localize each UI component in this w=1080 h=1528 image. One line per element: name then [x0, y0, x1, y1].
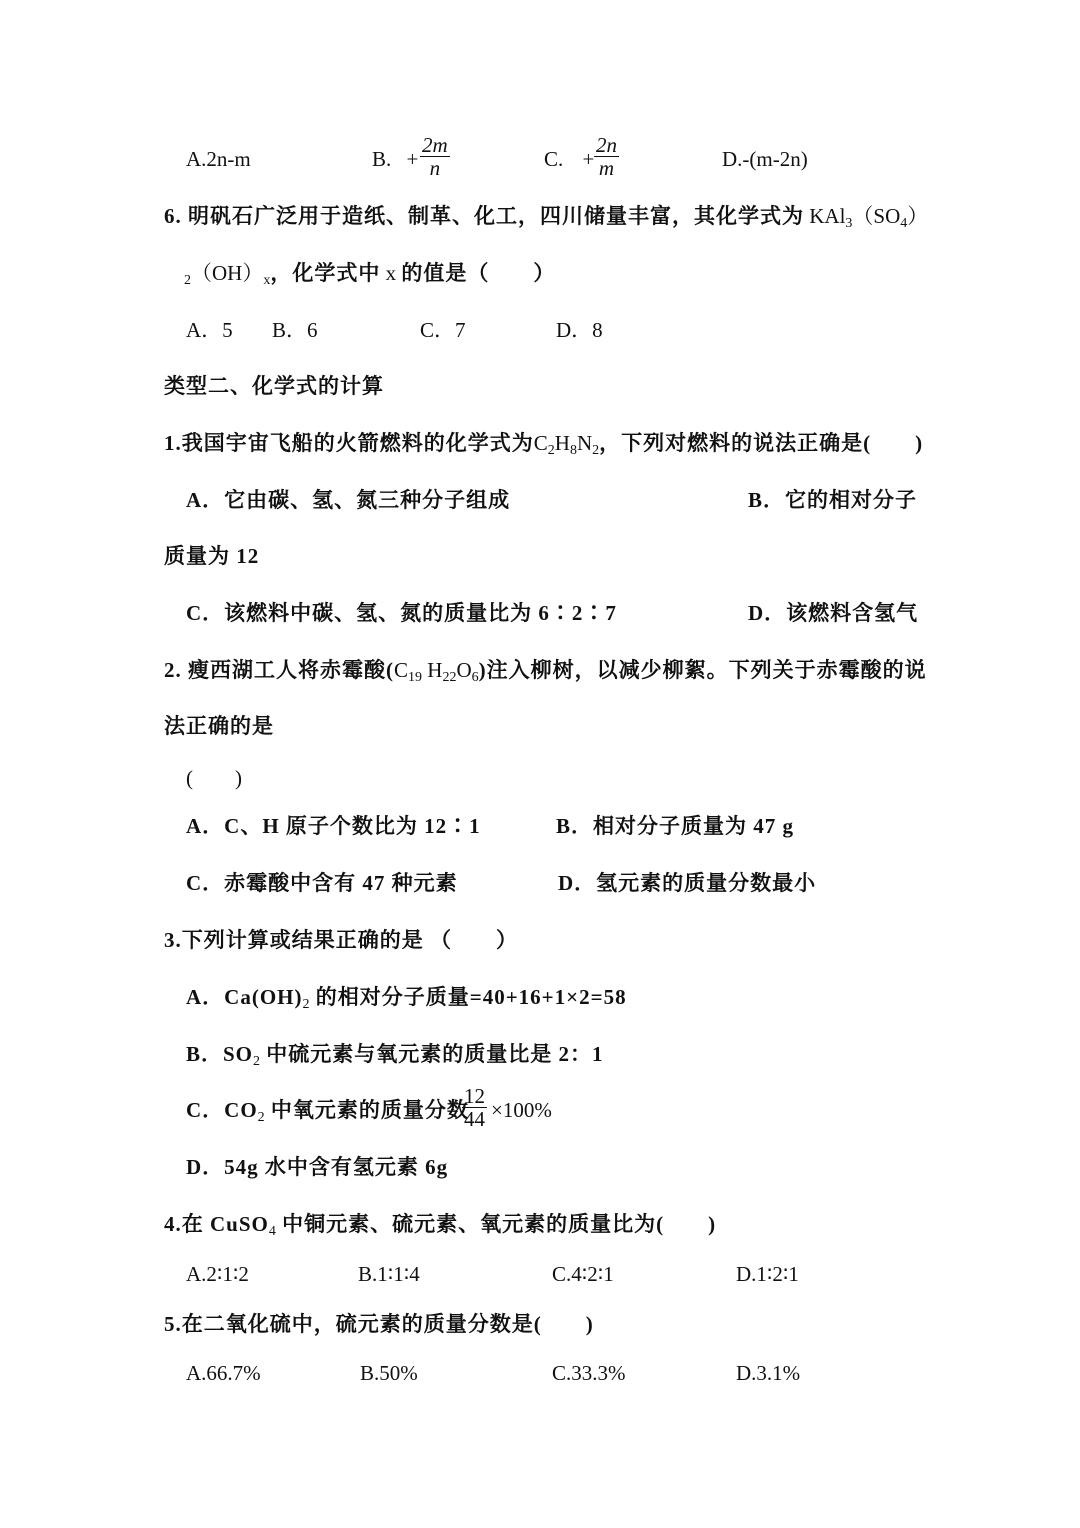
q6-var-x: x: [385, 261, 397, 285]
s2q3-stem: 3.下列计算或结果正确的是 （ ）: [164, 928, 518, 952]
s2q1-stem-text: 1.我国宇宙飞船的火箭燃料的化学式为: [164, 431, 534, 455]
section-title: 类型二、化学式的计算: [164, 374, 384, 398]
s2q2-option-d: D．氢元素的质量分数最小: [558, 871, 817, 895]
q6-formula-kal: KAl: [809, 204, 846, 228]
q5-option-b-numerator: 2m: [422, 133, 448, 157]
q6-stem-text3: 的值是（ ）: [401, 261, 556, 285]
s2q5-stem: 5.在二氧化硫中，硫元素的质量分数是( ): [164, 1312, 594, 1336]
s2q3-option-c-pre: C．CO: [186, 1098, 258, 1122]
s2q4-option-b: B.1∶1∶4: [358, 1262, 420, 1286]
s2q1-formula-c: C: [533, 431, 548, 455]
q6-option-c: C．7: [420, 318, 466, 342]
s2q2-option-b: B．相对分子质量为 47 g: [556, 814, 795, 838]
s2q1-option-d: D．该燃料含氢气: [748, 601, 919, 625]
s2q2-formula-c-sub: 19: [408, 670, 423, 685]
s2q5-option-c: C.33.3%: [552, 1361, 626, 1385]
s2q2-stem-line2: 法正确的是: [164, 714, 274, 738]
s2q3-option-d: D．54g 水中含有氢元素 6g: [186, 1155, 449, 1179]
s2q4-option-d: D.1∶2∶1: [736, 1262, 799, 1286]
s2q4-option-a: A.2∶1∶2: [186, 1262, 249, 1286]
s2q1-stem: [164, 430, 923, 456]
s2q3-option-c-sub: 2: [257, 1110, 265, 1125]
s2q3-option-b: [186, 1041, 604, 1067]
s2q2-stem-text: 2. 瘦西湖工人将赤霉酸(: [164, 658, 394, 682]
s2q2-stem-text2: )注入柳树，以减少柳絮。下列关于赤霉酸的说: [478, 658, 927, 682]
s2q2-formula-o: O: [456, 658, 472, 682]
s2q1-formula-h: H: [554, 431, 570, 455]
q6-formula-close: ）: [907, 204, 929, 228]
q6-formula-sub-3: 3: [845, 216, 853, 231]
s2q1-stem-text2: ，下列对燃料的说法正确是( ): [599, 431, 924, 455]
q6-formula-so: （SO: [852, 204, 901, 228]
q5-option-c-numerator: 2n: [596, 133, 617, 157]
q5-option-b-label: [372, 146, 418, 172]
s2q3-option-a-pre: A．Ca(OH): [186, 985, 303, 1009]
q5-option-c-prefix: C.: [544, 147, 564, 171]
q6-option-b: B．6: [272, 318, 318, 342]
s2q5-option-d: D.3.1%: [736, 1361, 801, 1385]
q5-option-c-sign: +: [582, 147, 595, 171]
s2q1-option-b-cont: 质量为 12: [164, 544, 260, 568]
q6-stem-line1: [164, 203, 928, 229]
s2q1-option-c: C．该燃料中碳、氢、氮的质量比为 6∶2∶7: [186, 601, 617, 625]
q6-stem-line2: [184, 260, 555, 286]
s2q3-option-a-sub: 2: [302, 997, 310, 1012]
s2q4-option-c: C.4∶2∶1: [552, 1262, 614, 1286]
q5-option-c-fraction: [594, 134, 619, 179]
s2q3-option-b-post: 中硫元素与氧元素的质量比是 2：1: [260, 1042, 604, 1066]
s2q1-option-a: A．它由碳、氢、氮三种分子组成: [186, 488, 511, 512]
s2q1-formula-n-sub: 2: [592, 443, 600, 458]
s2q4-stem-post: 中铜元素、硫元素、氧元素的质量比为( ): [275, 1212, 717, 1236]
q6-formula-sub-4: 4: [900, 216, 908, 231]
s2q3-option-b-pre: B．SO: [186, 1042, 254, 1066]
s2q4-stem: [164, 1211, 716, 1237]
s2q2-option-c: C．赤霉酸中含有 47 种元素: [186, 871, 458, 895]
s2q5-option-a: A.66.7%: [186, 1361, 261, 1385]
q6-formula-oh: （OH）: [191, 261, 264, 285]
q6-stem-text: 6. 明矾石广泛用于造纸、制革、化工，四川储量丰富，其化学式为: [164, 204, 804, 228]
s2q3-option-c-fraction: [462, 1085, 487, 1130]
q5-option-d: D.-(m-2n): [722, 147, 808, 171]
q5-option-a: A.2n-m: [186, 147, 251, 171]
s2q3-option-c-tail: ×100%: [491, 1098, 552, 1122]
s2q2-option-a: A．C、H 原子个数比为 12∶1: [186, 814, 481, 838]
s2q1-formula-c-sub: 2: [547, 443, 555, 458]
q5-option-b-sign: +: [406, 147, 419, 171]
s2q1-option-b: B．它的相对分子: [748, 488, 918, 512]
s2q2-formula-h: H: [422, 658, 443, 682]
q5-option-c-label: [544, 146, 594, 172]
q6-formula-sub-2: 2: [184, 273, 191, 288]
s2q4-stem-sub: 4: [268, 1224, 276, 1239]
q5-option-b-denominator: n: [429, 156, 441, 180]
s2q2-answer-paren: ( ): [186, 766, 242, 790]
q6-stem-text2: ，化学式中: [270, 261, 381, 285]
q5-option-b-fraction: [420, 134, 450, 179]
s2q5-option-b: B.50%: [360, 1361, 418, 1385]
s2q1-formula-h-sub: 8: [569, 443, 577, 458]
q6-formula-sub-x: x: [263, 273, 271, 288]
s2q2-formula-o-sub: 6: [471, 670, 479, 685]
q5-option-c-denominator: m: [598, 156, 615, 180]
s2q1-formula-n: N: [576, 431, 593, 455]
s2q3-option-c-numerator: 12: [464, 1084, 485, 1108]
s2q3-option-c-denominator: 44: [464, 1107, 485, 1131]
s2q3-option-a: [186, 984, 627, 1010]
s2q3-option-a-post: 的相对分子质量=40+16+1×2=58: [309, 985, 627, 1009]
s2q3-option-c-post: 中氧元素的质量分数: [264, 1098, 469, 1122]
s2q3-option-c: [186, 1097, 469, 1123]
s2q2-formula-h-sub: 22: [442, 670, 457, 685]
q5-option-b-prefix: B.: [372, 147, 392, 171]
s2q4-stem-pre: 4.在 CuSO: [164, 1212, 269, 1236]
s2q2-formula-c: C: [394, 658, 409, 682]
q6-option-a: A．5: [186, 318, 233, 342]
s2q2-stem: [164, 657, 927, 683]
s2q3-option-b-sub: 2: [253, 1054, 261, 1069]
q6-option-d: D．8: [556, 318, 603, 342]
